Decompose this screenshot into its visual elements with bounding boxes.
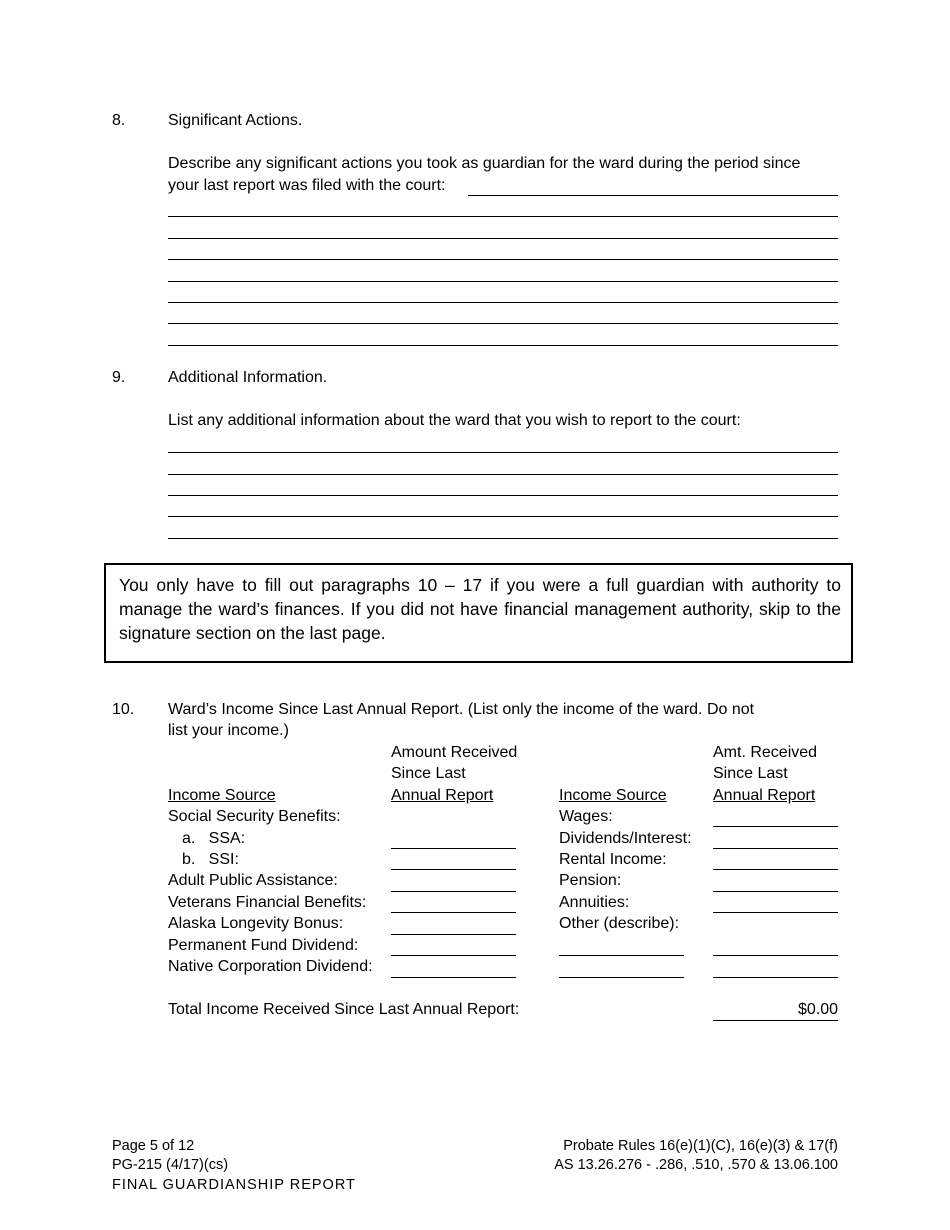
amount-field-permanent-fund-dividend[interactable] <box>391 955 516 956</box>
amount-header-line1: Amount Received <box>391 744 518 761</box>
income-item-native-corporation-dividend: Native Corporation Dividend: <box>168 958 373 975</box>
income-item-social-security: Social Security Benefits: <box>168 808 341 825</box>
amount-field-longevity-bonus[interactable] <box>391 934 516 935</box>
income-item-pension: Pension: <box>559 872 622 889</box>
section-9-number: 9. <box>112 369 126 386</box>
amount-field-annuities[interactable] <box>713 912 838 913</box>
section-9-prompt: List any additional information about the ward that you wish to report to the court: <box>168 412 741 429</box>
income-source-header-left: Income Source <box>168 787 276 804</box>
income-item-permanent-fund-dividend: Permanent Fund Dividend: <box>168 937 359 954</box>
amt-header-line3: Annual Report <box>713 787 816 804</box>
income-item-longevity-bonus: Alaska Longevity Bonus: <box>168 915 344 932</box>
amount-header-line3: Annual Report <box>391 787 494 804</box>
amount-field-pension[interactable] <box>713 891 838 892</box>
income-item-ssa: a. SSA: <box>182 830 246 847</box>
section-9-answer-line[interactable] <box>168 452 838 453</box>
income-item-annuities: Annuities: <box>559 894 630 911</box>
amt-header-line1: Amt. Received <box>713 744 818 761</box>
other-describe-field[interactable] <box>559 955 684 956</box>
footer-statutes: AS 13.26.276 - .286, .510, .570 & 13.06.100 <box>554 1157 838 1173</box>
amount-field-wages[interactable] <box>713 826 838 827</box>
amt-header-line2: Since Last <box>713 765 788 782</box>
income-item-dividends-interest: Dividends/Interest: <box>559 830 692 847</box>
section-8-answer-line[interactable] <box>168 238 838 239</box>
amount-field-veterans-benefits[interactable] <box>391 912 516 913</box>
total-income-label: Total Income Received Since Last Annual Report: <box>168 1001 520 1018</box>
section-8-answer-line[interactable] <box>168 259 838 260</box>
section-8-answer-line[interactable] <box>168 302 838 303</box>
section-8-answer-line[interactable] <box>468 195 838 196</box>
footer-probate-rules: Probate Rules 16(e)(1)(C), 16(e)(3) & 17(f) <box>563 1138 838 1154</box>
other-describe-field[interactable] <box>559 977 684 978</box>
section-8-prompt-line1: Describe any significant actions you took as guardian for the ward during the period since <box>168 155 801 172</box>
section-9-answer-line[interactable] <box>168 474 838 475</box>
section-9-answer-line[interactable] <box>168 516 838 517</box>
amount-field-other-1[interactable] <box>713 955 838 956</box>
amount-header-line2: Since Last <box>391 765 466 782</box>
total-income-underline <box>713 1020 838 1021</box>
section-10-title-line1: Ward’s Income Since Last Annual Report. (List only the income of the ward. Do not <box>168 701 755 718</box>
amount-field-ssa[interactable] <box>391 848 516 849</box>
income-item-veterans-benefits: Veterans Financial Benefits: <box>168 894 367 911</box>
amount-field-other-2[interactable] <box>713 977 838 978</box>
section-8-answer-line[interactable] <box>168 281 838 282</box>
section-8-number: 8. <box>112 112 126 129</box>
income-source-header-right: Income Source <box>559 787 667 804</box>
section-8-answer-line[interactable] <box>168 323 838 324</box>
amount-field-adult-public-assistance[interactable] <box>391 891 516 892</box>
section-8-prompt-line2: your last report was filed with the court: <box>168 177 446 194</box>
footer-form-number: PG-215 (4/17)(cs) <box>112 1157 229 1173</box>
footer-form-title: FINAL GUARDIANSHIP REPORT <box>112 1177 356 1193</box>
amount-field-native-corporation-dividend[interactable] <box>391 977 516 978</box>
section-9-answer-line[interactable] <box>168 538 838 539</box>
amount-field-rental-income[interactable] <box>713 869 838 870</box>
amount-field-ssi[interactable] <box>391 869 516 870</box>
income-item-rental-income: Rental Income: <box>559 851 667 868</box>
income-item-adult-public-assistance: Adult Public Assistance: <box>168 872 338 889</box>
section-8-title: Significant Actions. <box>168 112 303 129</box>
footer-page-number: Page 5 of 12 <box>112 1138 195 1154</box>
section-10-number: 10. <box>112 701 135 718</box>
section-8-answer-line[interactable] <box>168 216 838 217</box>
income-item-other: Other (describe): <box>559 915 680 932</box>
total-income-value[interactable]: $0.00 <box>797 1001 838 1018</box>
income-item-wages: Wages: <box>559 808 613 825</box>
financial-authority-notice: You only have to fill out paragraphs 10 – 17 if you were a full guardian with authority to manage the ward’s finances. If you did not have financial management authority, skip to the signature section on the last page. <box>104 563 853 663</box>
section-9-answer-line[interactable] <box>168 495 838 496</box>
section-9-title: Additional Information. <box>168 369 328 386</box>
amount-field-dividends-interest[interactable] <box>713 848 838 849</box>
section-10-title-line2: list your income.) <box>168 722 289 739</box>
income-item-ssi: b. SSI: <box>182 851 239 868</box>
section-8-answer-line[interactable] <box>168 345 838 346</box>
